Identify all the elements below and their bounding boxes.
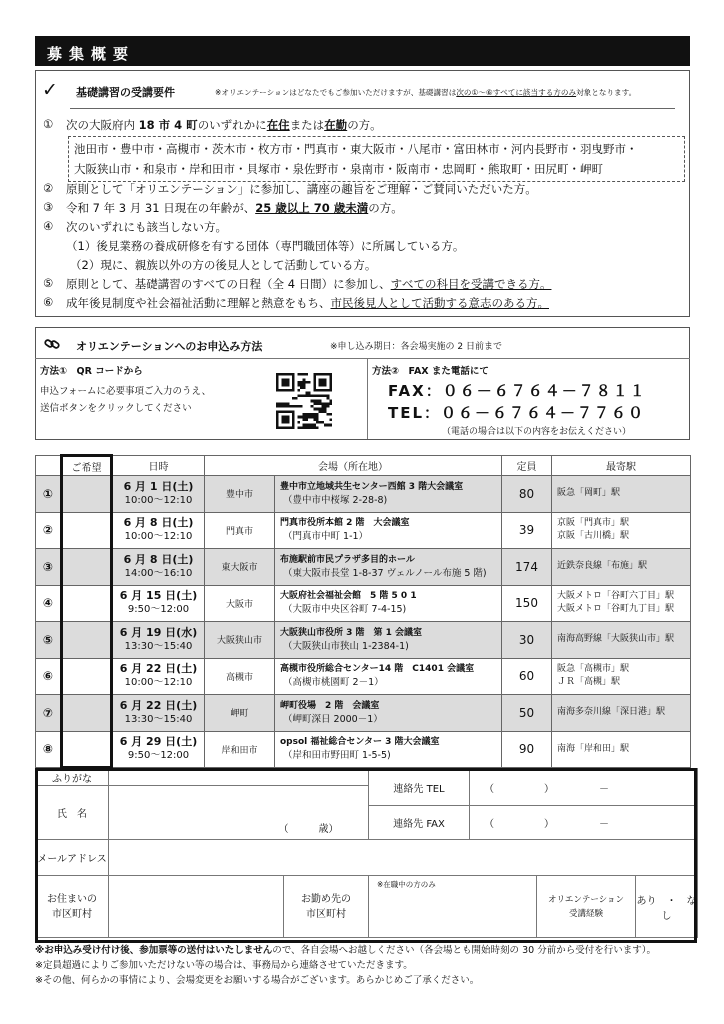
name-label: 氏 名 <box>36 786 109 840</box>
capacity-cell: 50 <box>502 695 552 732</box>
datetime-cell: 6 月 8 日(土) 14:00～16:10 <box>112 549 205 586</box>
email-label: メールアドレス <box>36 840 109 876</box>
city-cell: 門真市 <box>205 512 275 549</box>
item-number: ① <box>43 117 54 131</box>
table-row <box>36 476 691 513</box>
requirements-note: ※オリエンテーションはどなたでもご参加いただけますが、基礎講習は次の①～⑥すべてに該当する方のみ対象となります。 <box>215 88 637 97</box>
datetime-cell: 6 月 1 日(土) 10:00～12:10 <box>112 476 205 513</box>
city-cell: 大阪狭山市 <box>205 622 275 659</box>
capacity-cell: 80 <box>502 476 552 513</box>
row-number: ② <box>36 512 62 549</box>
station-cell: 大阪メトロ「谷町六丁目」駅 大阪メトロ「谷町九丁目」駅 <box>552 585 691 622</box>
item-number: ⑥ <box>43 295 54 309</box>
method-2-label: 方法② FAX また電話にて <box>372 366 489 377</box>
datetime-cell: 6 月 19 日(水) 13:30～15:40 <box>112 622 205 659</box>
venue-cell: 岬町役場 2 階 会議室 （岬町深日 2000－1） <box>275 695 502 732</box>
header-venue: 会場（所在地） <box>205 456 502 476</box>
table-row <box>36 695 691 732</box>
item-number: ⑤ <box>43 276 54 290</box>
work-city-field[interactable] <box>369 876 537 938</box>
requirement-2: 原則として「オリエンテーション」に参加し、講座の趣旨をご理解・ご賛同いただいた方。 <box>66 182 537 196</box>
deadline-note: ※申し込み期日：各会場実施の 2 日前まで <box>330 342 502 352</box>
header-station: 最寄駅 <box>552 456 691 476</box>
venue-cell: 大阪狭山市役所 3 階 第 1 会議室 （大阪狭山市狭山 1-2384-1) <box>275 622 502 659</box>
station-cell: 南海多奈川線「深日港」駅 <box>552 695 691 732</box>
table-row <box>36 549 691 586</box>
note-3: ※その他、何らかの事情により、会場変更をお願いする場合がございます。あらかじめご了承ください。 <box>35 975 480 986</box>
capacity-cell: 150 <box>502 585 552 622</box>
requirement-3: 令和 7 年 3 月 31 日現在の年齢が、25 歳以上 70 歳未満の方。 <box>66 201 403 215</box>
furigana-label: ふりがな <box>36 769 109 786</box>
requirement-4: 次のいずれにも該当しない方。 <box>66 220 227 234</box>
requirement-4-sub-2: （2）現に、親族以外の方の後見人として活動している方。 <box>70 258 377 272</box>
wish-cell[interactable] <box>62 512 112 549</box>
table-row <box>36 658 691 695</box>
method-1-text: 申込フォームに必要事項ご入力のうえ、 送信ボタンをクリックしてください <box>40 386 212 414</box>
table-header-row <box>36 456 691 476</box>
table-row <box>36 512 691 549</box>
tel-number: TEL：０６－６７６４－７７６０ <box>388 404 646 422</box>
city-cell: 東大阪市 <box>205 549 275 586</box>
venue-table <box>35 454 691 769</box>
experience-choice[interactable]: あり ・ なし <box>636 876 698 938</box>
wish-cell[interactable] <box>62 658 112 695</box>
item-number: ② <box>43 181 54 195</box>
work-note: ※在職中の方のみ <box>377 880 436 889</box>
wish-cell[interactable] <box>62 585 112 622</box>
capacity-cell: 30 <box>502 622 552 659</box>
check-icon: ✓ <box>42 79 58 101</box>
capacity-cell: 174 <box>502 549 552 586</box>
row-number: ⑧ <box>36 731 62 768</box>
furigana-field[interactable] <box>109 769 369 786</box>
row-number: ③ <box>36 549 62 586</box>
fax-label: 連絡先 FAX <box>369 806 470 840</box>
capacity-cell: 39 <box>502 512 552 549</box>
station-cell: 阪急「岡町」駅 <box>552 476 691 513</box>
requirement-5: 原則として、基礎講習のすべての日程（全 4 日間）に参加し、すべての科目を受講できる方。 <box>66 277 552 291</box>
phone-note: （電話の場合は以下の内容をお伝えください） <box>442 427 632 437</box>
item-number: ③ <box>43 200 54 214</box>
divider <box>35 358 690 359</box>
capacity-cell: 90 <box>502 731 552 768</box>
capacity-cell: 60 <box>502 658 552 695</box>
orientation-title: オリエンテーションへのお申込み方法 <box>76 340 263 353</box>
row-number: ① <box>36 476 62 513</box>
tel-label: 連絡先 TEL <box>369 769 470 806</box>
city-cell: 岬町 <box>205 695 275 732</box>
row-number: ④ <box>36 585 62 622</box>
item-number: ④ <box>43 219 54 233</box>
section-banner: 募集概要 <box>35 36 690 66</box>
qr-code-icon[interactable] <box>276 373 332 429</box>
station-cell: 南海高野線「大阪狭山市」駅 <box>552 622 691 659</box>
home-city-field[interactable] <box>109 876 284 938</box>
wish-cell[interactable] <box>62 549 112 586</box>
footer-notes <box>35 943 656 988</box>
city-cell: 豊中市 <box>205 476 275 513</box>
wish-cell[interactable] <box>62 731 112 768</box>
station-cell: 京阪「門真市」駅 京阪「古川橋」駅 <box>552 512 691 549</box>
application-form <box>35 768 698 938</box>
station-cell: 南海「岸和田」駅 <box>552 731 691 768</box>
tel-field[interactable]: （ ） － <box>470 769 698 806</box>
city-list: 池田市・豊中市・高槻市・茨木市・枚方市・門真市・東大阪市・八尾市・富田林市・河内長野市・羽曳野市・ 大阪狭山市・和泉市・岸和田市・貝塚市・泉佐野市・泉南市・阪南市・忠岡町・熊取町・田尻町・岬町 <box>68 136 685 182</box>
email-field[interactable] <box>109 840 698 876</box>
row-number: ⑤ <box>36 622 62 659</box>
row-number: ⑦ <box>36 695 62 732</box>
work-city-label: お勤め先の 市区町村 <box>284 876 369 938</box>
venue-cell: 大阪府社会福祉会館 5 階 5 0 1 （大阪市中央区谷町 7-4-15) <box>275 585 502 622</box>
method-1-label: 方法① QR コードから <box>40 366 143 377</box>
requirement-6: 成年後見制度や社会福祉活動に理解と熱意をもち、市民後見人として活動する意志のある方。 <box>66 296 549 310</box>
venue-cell: 豊中市立地域共生センター西館 3 階大会議室 （豊中市中桜塚 2-28-8) <box>275 476 502 513</box>
venue-cell: 高槻市役所総合センター14 階 C1401 会議室 （高槻市桃園町 2－1） <box>275 658 502 695</box>
table-row <box>36 585 691 622</box>
wish-cell[interactable] <box>62 695 112 732</box>
city-cell: 岸和田市 <box>205 731 275 768</box>
table-row <box>36 622 691 659</box>
wish-cell[interactable] <box>62 476 112 513</box>
datetime-cell: 6 月 29 日(土) 9:50～12:00 <box>112 731 205 768</box>
requirements-title: 基礎講習の受講要件 <box>76 86 175 99</box>
home-city-label: お住まいの 市区町村 <box>36 876 109 938</box>
venue-cell: opsol 福祉総合センター 3 階大会議室 （岸和田市野田町 1-5-5) <box>275 731 502 768</box>
requirement-4-sub-1: （1）後見業務の養成研修を有する団体（専門職団体等）に所属している方。 <box>66 239 465 253</box>
station-cell: 阪急「高槻市」駅 ＪＲ「高槻」駅 <box>552 658 691 695</box>
datetime-cell: 6 月 22 日(土) 13:30～15:40 <box>112 695 205 732</box>
wish-cell[interactable] <box>62 622 112 659</box>
fax-field[interactable]: （ ） － <box>470 806 698 840</box>
divider <box>367 358 368 439</box>
city-cell: 大阪市 <box>205 585 275 622</box>
venue-cell: 門真市役所本館 2 階 大会議室 （門真市中町 1-1） <box>275 512 502 549</box>
requirement-1: 次の大阪府内 18 市 4 町のいずれかに在住または在勤の方。 <box>66 118 382 132</box>
header-capacity: 定員 <box>502 456 552 476</box>
row-number: ⑥ <box>36 658 62 695</box>
datetime-cell: 6 月 22 日(土) 10:00～12:10 <box>112 658 205 695</box>
datetime-cell: 6 月 15 日(土) 9:50～12:00 <box>112 585 205 622</box>
note-1: ※お申込み受け付け後、参加票等の送付はいたしませんので、各自会場へお越しください（各会場とも開始時刻の 30 分前から受付を行います）。 <box>35 945 656 956</box>
station-cell: 近鉄奈良線「布施」駅 <box>552 549 691 586</box>
table-row <box>36 731 691 768</box>
age-field[interactable]: （ 歳） <box>278 824 339 835</box>
orientation-experience-label: オリエンテーション 受講経験 <box>537 876 636 938</box>
city-cell: 高槻市 <box>205 658 275 695</box>
name-field[interactable] <box>109 786 369 840</box>
header-datetime: 日時 <box>112 456 205 476</box>
note-2: ※定員超過によりご参加いただけない等の場合は、事務局から連絡させていただきます。 <box>35 960 413 971</box>
header-num <box>36 456 62 476</box>
venue-cell: 布施駅前市民プラザ多目的ホール （東大阪市長堂 1-8-37 ヴェルノール布施 5 階) <box>275 549 502 586</box>
divider <box>70 108 675 109</box>
header-wish: ご希望 <box>62 456 112 476</box>
link-icon <box>44 336 60 356</box>
fax-number: FAX：０６－６７６４－７８１１ <box>388 382 647 400</box>
datetime-cell: 6 月 8 日(土) 10:00～12:10 <box>112 512 205 549</box>
